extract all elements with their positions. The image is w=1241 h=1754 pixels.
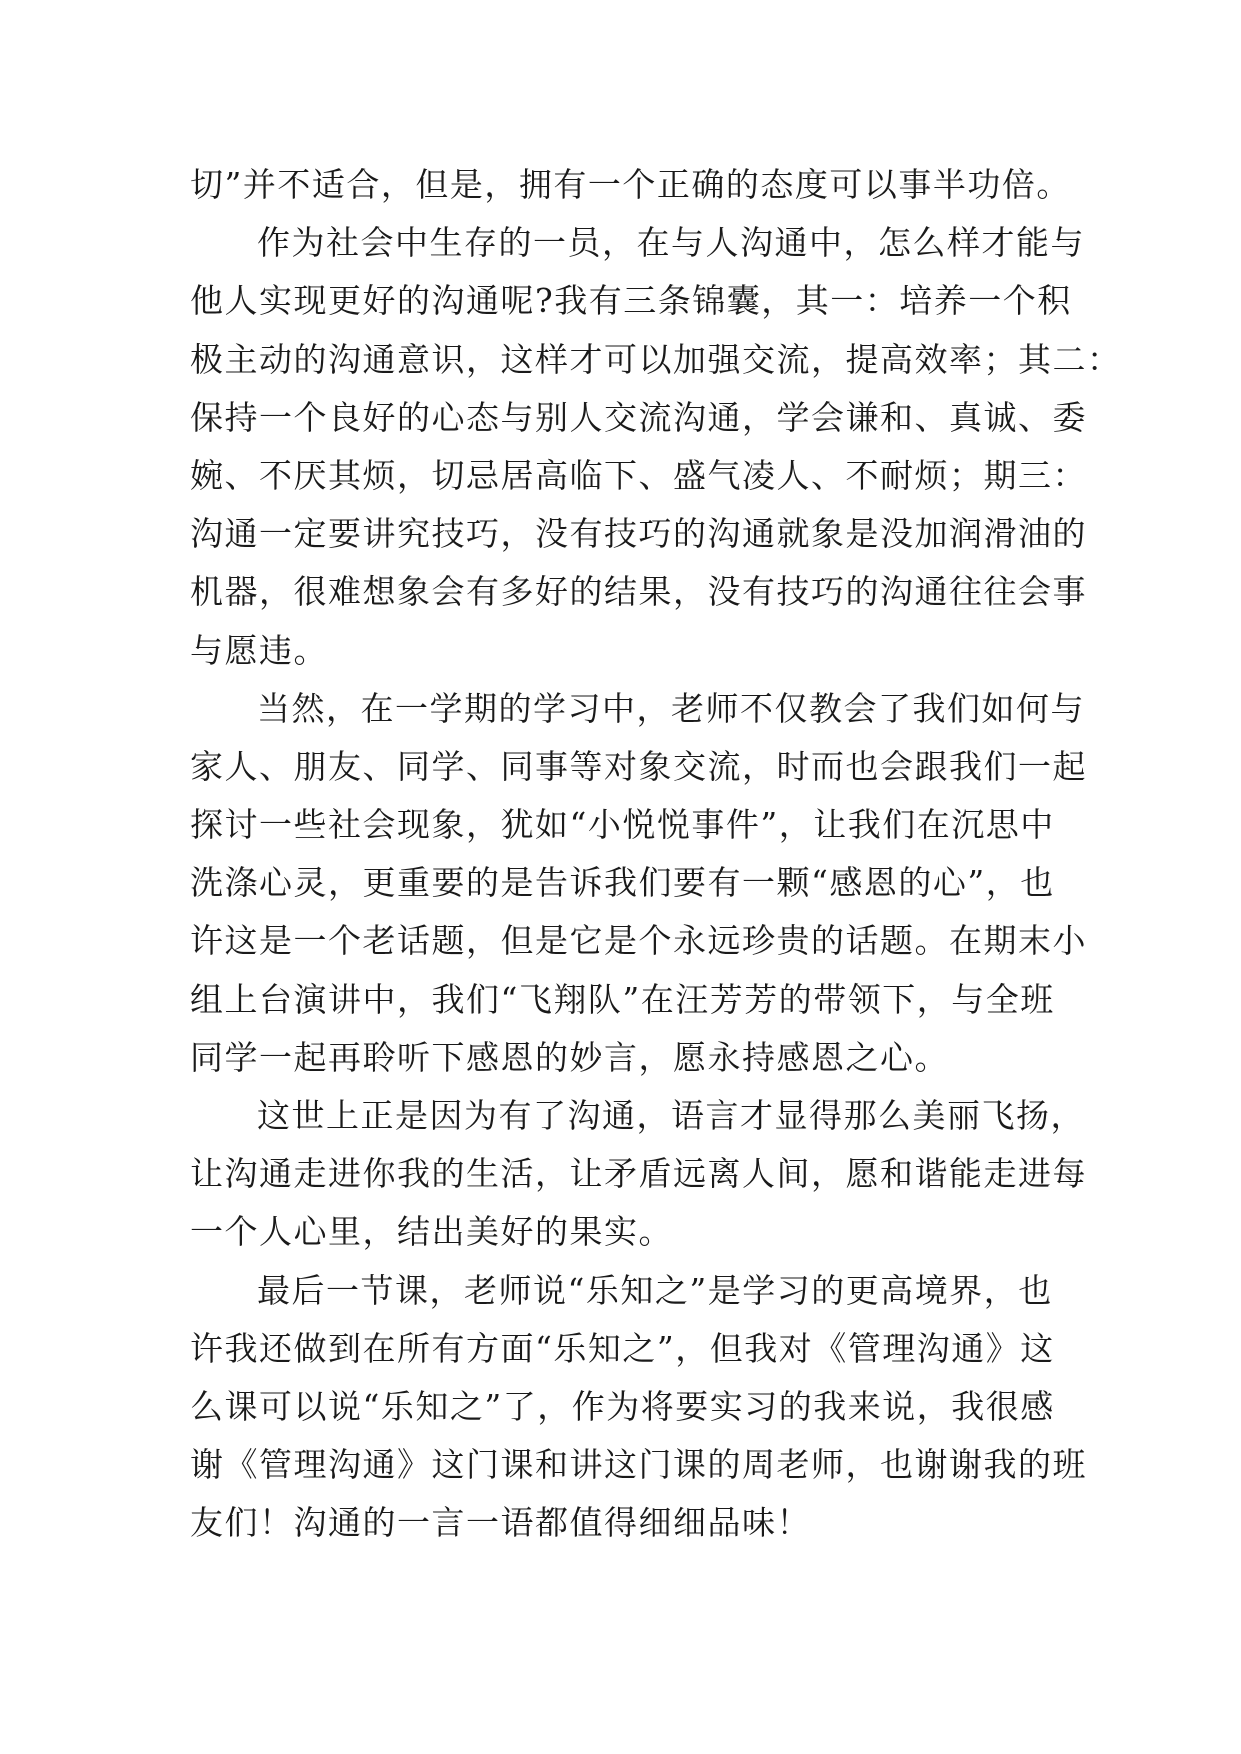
text-line: 友们！沟通的一言一语都值得细细品味！ xyxy=(190,1503,811,1543)
text-line: 他人实现更好的沟通呢?我有三条锦囊，其一：培养一个积 xyxy=(190,281,1072,321)
text-line: 一个人心里，结出美好的果实。 xyxy=(190,1212,673,1252)
text-line: 么课可以说“乐知之”了，作为将要实习的我来说，我很感 xyxy=(190,1386,1055,1426)
text-line: 洗涤心灵，更重要的是告诉我们要有一颗“感恩的心”，也 xyxy=(190,863,1055,903)
text-line: 当然，在一学期的学习中，老师不仅教会了我们如何与 xyxy=(257,688,1085,728)
text-line: 组上台演讲中，我们“飞翔队”在汪芳芳的带领下，与全班 xyxy=(190,979,1055,1019)
text-line: 许我还做到在所有方面“乐知之”，但我对《管理沟通》这 xyxy=(190,1328,1055,1368)
text-line: 这世上正是因为有了沟通，语言才显得那么美丽飞扬， xyxy=(257,1096,1085,1135)
text-line: 家人、朋友、同学、同事等对象交流，时而也会跟我们一起 xyxy=(190,746,1087,786)
text-line: 切”并不适合，但是，拥有一个正确的态度可以事半功倍。 xyxy=(190,165,1071,204)
text-line: 让沟通走进你我的生活，让矛盾远离人间，愿和谐能走进每 xyxy=(190,1154,1087,1194)
text-line: 谢《管理沟通》这门课和讲这门课的周老师，也谢谢我的班 xyxy=(190,1445,1087,1485)
text-line: 婉、不厌其烦，切忌居高临下、盛气凌人、不耐烦；期三： xyxy=(190,455,1087,495)
text-line: 许这是一个老话题，但是它是个永远珍贵的话题。在期末小 xyxy=(190,921,1087,961)
text-line: 同学一起再聆听下感恩的妙言，愿永持感恩之心。 xyxy=(190,1037,949,1077)
text-line: 极主动的沟通意识，这样才可以加强交流，提高效率；其二： xyxy=(190,339,1122,379)
body-text xyxy=(190,156,1122,1553)
text-line: 机器，很难想象会有多好的结果，没有技巧的沟通往往会事 xyxy=(190,572,1087,612)
text-line: 保持一个良好的心态与别人交流沟通，学会谦和、真诚、委 xyxy=(190,397,1087,437)
text-line: 探讨一些社会现象，犹如“小悦悦事件”，让我们在沉思中 xyxy=(190,805,1055,845)
text-line: 最后一节课，老师说“乐知之”是学习的更高境界，也 xyxy=(257,1270,1053,1310)
text-line: 与愿违。 xyxy=(190,630,328,670)
text-line: 作为社会中生存的一员，在与人沟通中，怎么样才能与 xyxy=(257,223,1085,263)
text-line: 沟通一定要讲究技巧，没有技巧的沟通就象是没加润滑油的 xyxy=(190,514,1087,554)
